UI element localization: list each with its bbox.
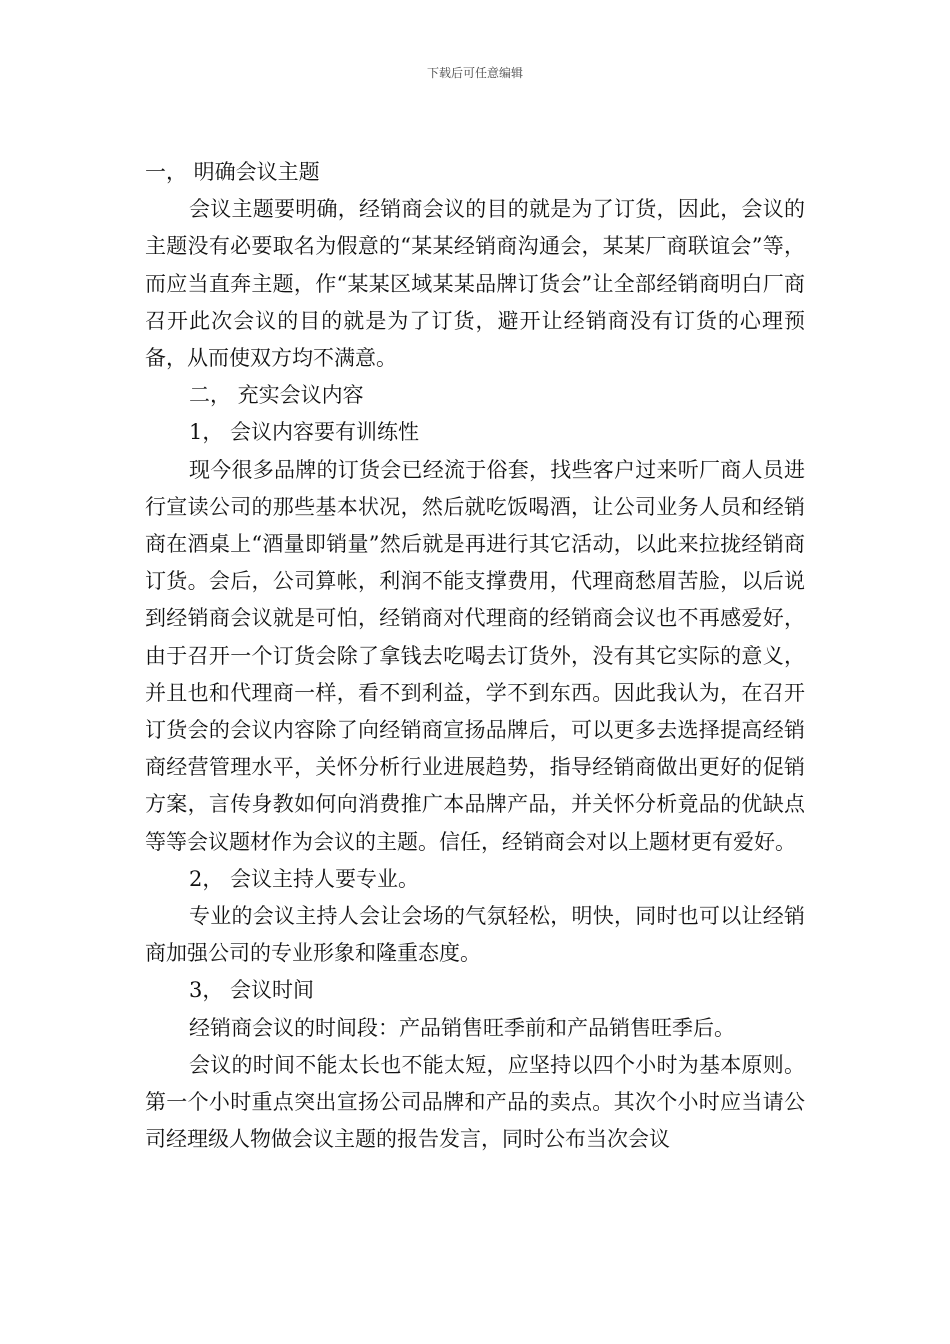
page-header: 下载后可任意编辑 xyxy=(426,66,523,80)
document-body xyxy=(145,154,805,1158)
subheading-1: 1， 会议内容要有训练性 xyxy=(189,420,420,445)
paragraph-meeting-theme: 会议主题要明确，经销商会议的目的就是为了订货，因此，会议的主题没有必要取名为假意的“某某经销商沟通会，某某厂商联谊会”等，而应当直奔主题，作“某某区域某某品牌订货会”让全部经销商明白厂商召开此次会议的目的就是为了订货，避开让经销商没有订货的心理预备，从而使双方均不满意。 xyxy=(145,197,805,371)
section-heading-2: 二， 充实会议内容 xyxy=(189,383,364,408)
paragraph-host: 专业的会议主持人会让会场的气氛轻松，明快，同时也可以让经销商加强公司的专业形象和隆重态度。 xyxy=(145,904,805,966)
paragraph-meeting-content: 现今很多品牌的订货会已经流于俗套，找些客户过来听厂商人员进行宣读公司的那些基本状况，然后就吃饭喝酒，让公司业务人员和经销商在酒桌上“酒量即销量”然后就是再进行其它活动，以此来拉拢经销商订货。会后，公司算帐，利润不能支撑费用，代理商愁眉苦脸，以后说到经销商会议就是可怕，经销商对代理商的经销商会议也不再感爱好，由于召开一个订货会除了拿钱去吃喝去订货外，没有其它实际的意义，并且也和代理商一样，看不到利益，学不到东西。因此我认为，在召开订货会的会议内容除了向经销商宣扬品牌后，可以更多去选择提高经销商经营管理水平，关怀分析行业进展趋势，指导经销商做出更好的促销方案，言传身教如何向消费推广本品牌产品，并关怀分析竟品的优缺点等等会议题材作为会议的主题。信任，经销商会对以上题材更有爱好。 xyxy=(145,457,805,854)
section-heading-1: 一， 明确会议主题 xyxy=(145,160,320,184)
paragraph-meeting-duration: 会议的时间不能太长也不能太短，应坚持以四个小时为基本原则。 第一个小时重点突出宣扬公司品牌和产品的卖点。其次个小时应当请公司经理级人物做会议主题的报告发言，同时公布当次会议 xyxy=(145,1052,805,1152)
subheading-2: 2， 会议主持人要专业。 xyxy=(189,866,420,891)
paragraph-time-period: 经销商会议的时间段：产品销售旺季前和产品销售旺季后。 xyxy=(189,1015,735,1040)
subheading-3: 3， 会议时间 xyxy=(189,978,315,1003)
